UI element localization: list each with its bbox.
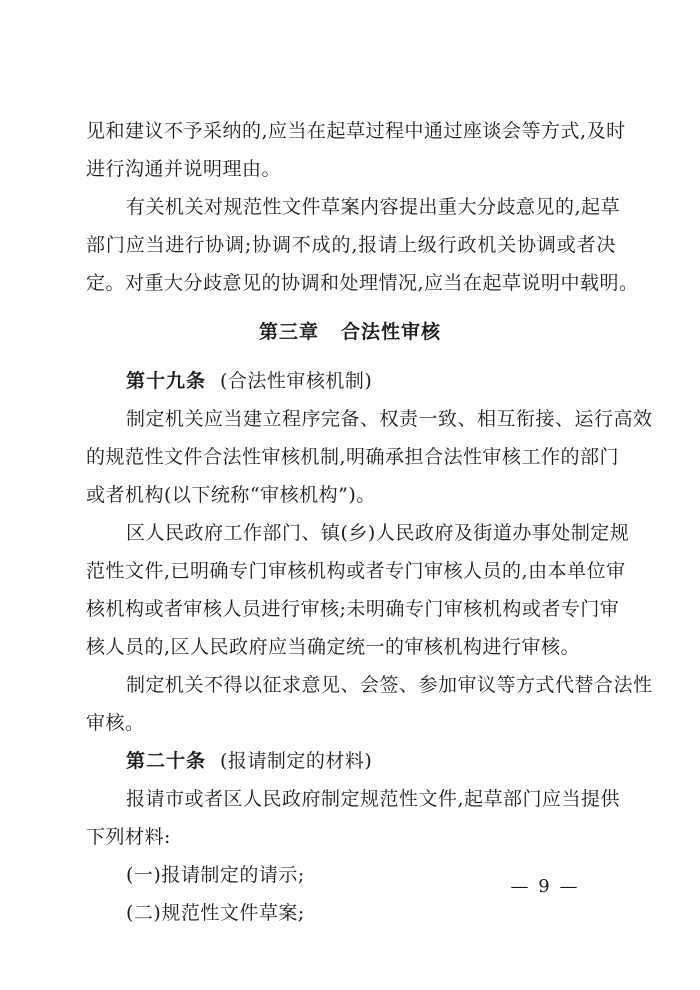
body-text-line: 下列材料: bbox=[86, 826, 171, 848]
chapter-heading bbox=[0, 318, 700, 346]
article-heading bbox=[126, 747, 616, 775]
body-text-line: 见和建议不予采纳的,应当在起草过程中通过座谈会等方式,及时 bbox=[86, 120, 626, 142]
chapter-number: 第三章 bbox=[258, 321, 319, 343]
article-20-title: 第二十条 bbox=[126, 750, 207, 772]
article-heading bbox=[126, 367, 616, 395]
body-text-line: 部门应当进行协调;协调不成的,报请上级行政机关协调或者决 bbox=[86, 234, 616, 256]
page-number: — 9 — bbox=[510, 876, 580, 897]
body-text-line: 制定机关不得以征求意见、会签、参加审议等方式代替合法性 bbox=[126, 674, 653, 696]
body-text-line: 制定机关应当建立程序完备、权责一致、相互衔接、运行高效 bbox=[126, 408, 653, 430]
article-19-subtitle: (合法性审核机制) bbox=[220, 370, 373, 392]
body-text-line: 定。对重大分歧意见的协调和处理情况,应当在起草说明中载明。 bbox=[86, 272, 639, 294]
body-text-line: 核人员的,区人民政府应当确定统一的审核机构进行审核。 bbox=[86, 636, 581, 658]
body-text-line: 有关机关对规范性文件草案内容提出重大分歧意见的,起草 bbox=[126, 196, 621, 218]
body-text-line: 或者机构(以下统称“审核机构”)。 bbox=[86, 484, 376, 506]
list-item: (一)报请制定的请示; bbox=[126, 864, 305, 886]
list-item: (二)规范性文件草案; bbox=[126, 902, 305, 924]
body-text-line: 审核。 bbox=[86, 712, 145, 734]
body-text-line: 报请市或者区人民政府制定规范性文件,起草部门应当提供 bbox=[126, 788, 621, 810]
body-text-line: 的规范性文件合法性审核机制,明确承担合法性审核工作的部门 bbox=[86, 446, 620, 468]
body-text-line: 范性文件,已明确专门审核机构或者专门审核人员的,由本单位审 bbox=[86, 560, 626, 582]
chapter-title: 合法性审核 bbox=[341, 321, 442, 343]
body-text-line: 核机构或者审核人员进行审核;未明确专门审核机构或者专门审 bbox=[86, 598, 620, 620]
body-text-line: 区人民政府工作部门、镇(乡)人民政府及街道办事处制定规 bbox=[126, 522, 630, 544]
article-20-subtitle: (报请制定的材料) bbox=[220, 750, 373, 772]
article-19-title: 第十九条 bbox=[126, 370, 207, 392]
body-text-line: 进行沟通并说明理由。 bbox=[86, 158, 282, 180]
